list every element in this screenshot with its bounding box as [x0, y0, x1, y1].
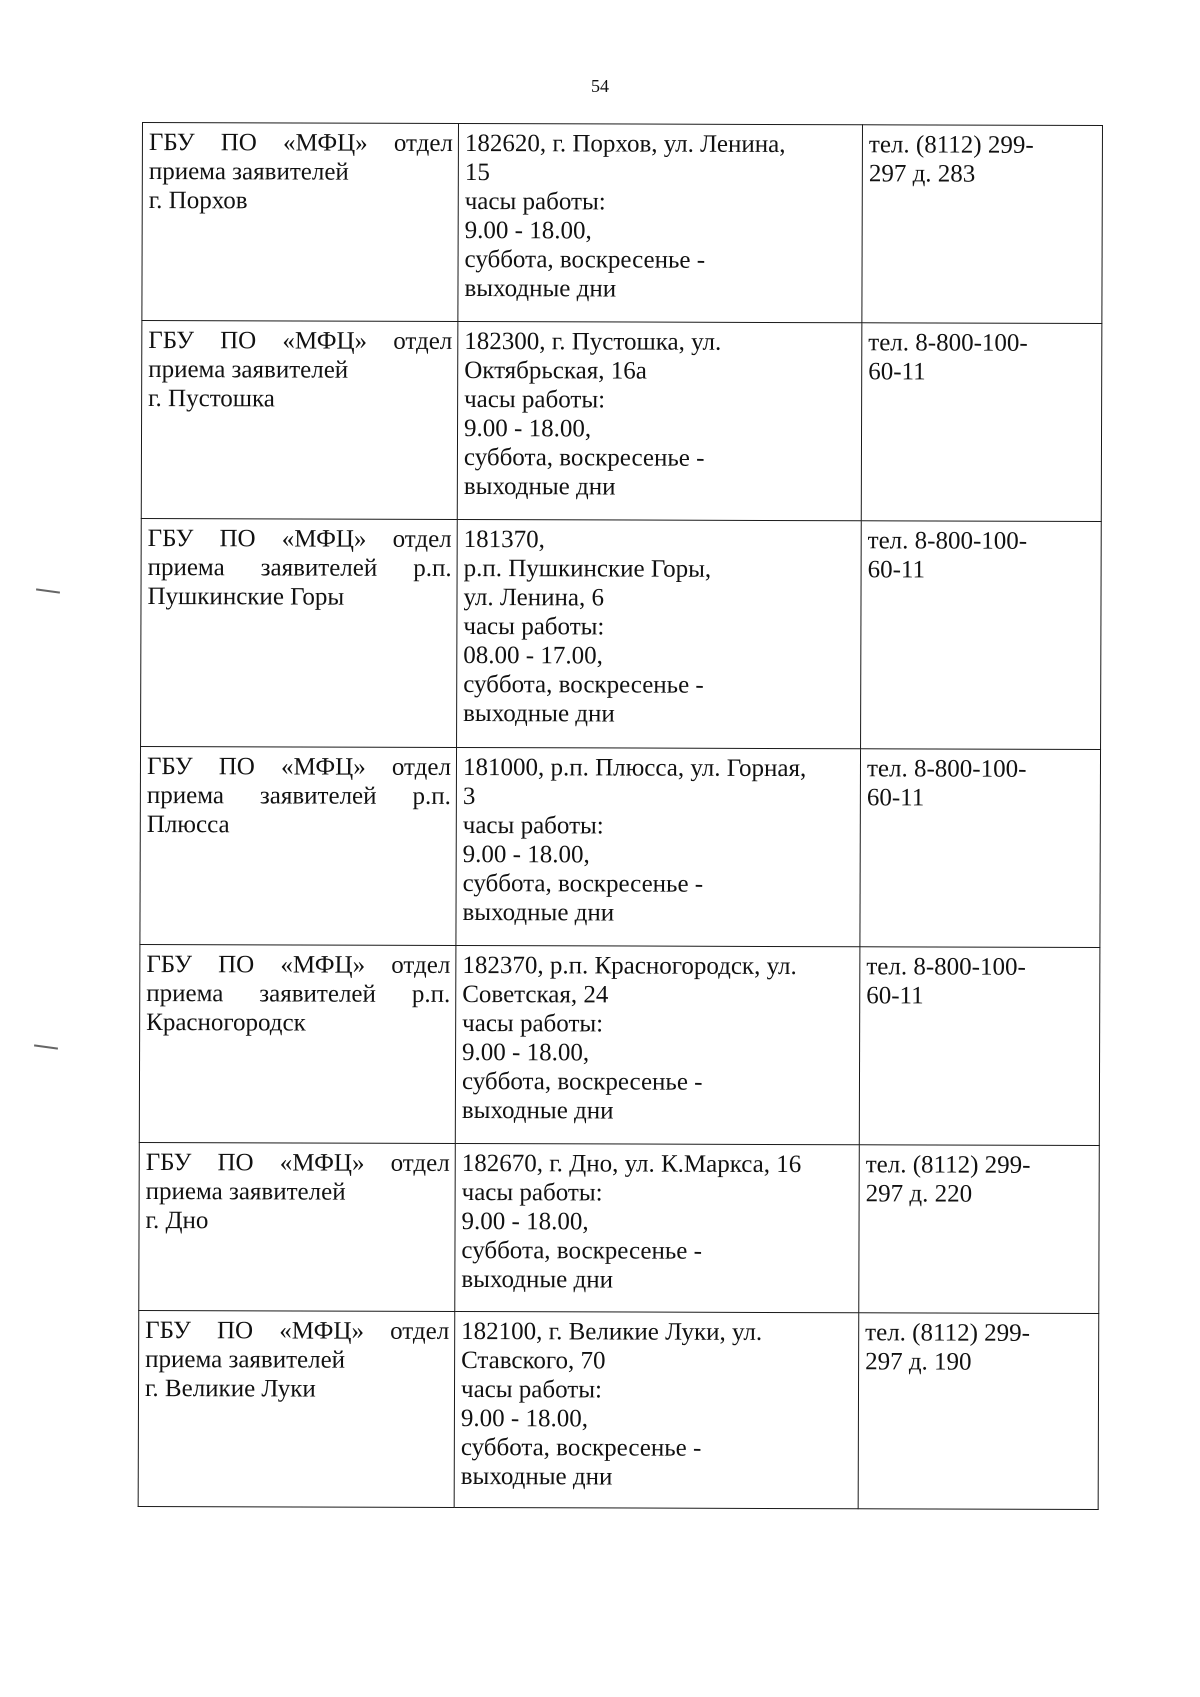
office-address-line: выходные дни — [461, 1266, 614, 1294]
office-address-line: суббота, воскресенье - — [464, 246, 706, 274]
office-name-cell — [142, 123, 459, 322]
office-address-line: 9.00 - 18.00, — [462, 841, 590, 869]
office-address-line: 9.00 - 18.00, — [464, 217, 592, 245]
office-name-line: г. Порхов — [148, 187, 248, 215]
office-address-line: часы работы: — [464, 386, 606, 414]
office-name-line: Пушкинские Горы — [147, 583, 345, 611]
office-name-line: приема заявителей — [145, 1178, 346, 1206]
office-address-line: суббота, воскресенье - — [460, 1434, 702, 1462]
office-address-cell — [457, 519, 862, 748]
office-address-line: 182300, г. Пустошка, ул. — [464, 328, 722, 356]
office-phone-line: 60-11 — [868, 358, 926, 386]
office-address-cell — [456, 747, 861, 946]
office-address-line: 182100, г. Великие Луки, ул. — [461, 1318, 763, 1346]
office-phone-line: 297 д. 283 — [868, 160, 976, 188]
office-name-line: ГБУ ПО «МФЦ» отдел — [148, 327, 453, 355]
office-phone-cell — [859, 947, 1100, 1146]
office-address-line: выходные дни — [460, 1463, 613, 1491]
office-address-line: 15 — [464, 159, 490, 187]
offices-table-body — [138, 123, 1102, 1510]
office-phone-line: тел. 8-800-100- — [867, 527, 1028, 555]
office-address-line: суббота, воскресенье - — [461, 1237, 703, 1265]
office-name-line: ГБУ ПО «МФЦ» отдел — [145, 1149, 450, 1177]
office-name-cell — [138, 1310, 455, 1507]
table-row — [139, 1142, 1100, 1313]
office-name-line: приема заявителей — [145, 1346, 346, 1374]
office-address-cell — [457, 321, 862, 520]
office-address-line: 181370, — [463, 526, 545, 554]
office-address-line: суббота, воскресенье - — [463, 671, 704, 699]
office-address-line: выходные дни — [463, 700, 615, 728]
office-phone-line: тел. (8112) 299- — [865, 1319, 1031, 1347]
office-name-line: приема заявителей р.п. — [146, 782, 451, 810]
office-name-line: ГБУ ПО «МФЦ» отдел — [147, 525, 452, 553]
office-phone-line: тел. 8-800-100- — [866, 953, 1026, 981]
office-address-line: 3 — [462, 783, 476, 811]
office-phone-line: 60-11 — [866, 982, 924, 1010]
office-phone-line: 297 д. 220 — [865, 1180, 973, 1208]
office-phone-cell — [858, 1313, 1099, 1510]
office-name-cell — [139, 944, 456, 1143]
office-address-line: выходные дни — [463, 473, 616, 501]
table-row — [141, 321, 1102, 522]
office-address-line: часы работы: — [462, 1010, 604, 1038]
office-phone-line: 60-11 — [867, 556, 926, 584]
office-address-line: Советская, 24 — [462, 981, 609, 1009]
office-name-line: ГБУ ПО «МФЦ» отдел — [146, 753, 452, 781]
office-name-line: Красногородск — [146, 1009, 306, 1037]
office-name-line: г. Дно — [145, 1207, 209, 1235]
page-number: 54 — [591, 76, 609, 96]
office-address-line: суббота, воскресенье - — [461, 1068, 703, 1096]
office-address-line: выходные дни — [461, 1097, 614, 1125]
office-phone-cell — [861, 521, 1102, 750]
office-address-line: часы работы: — [460, 1376, 603, 1404]
office-address-line: часы работы: — [462, 812, 604, 840]
office-address-line: выходные дни — [462, 899, 615, 927]
office-name-cell — [141, 518, 458, 747]
office-phone-cell — [860, 749, 1101, 948]
office-address-line: выходные дни — [464, 275, 617, 303]
office-name-line: приема заявителей — [148, 356, 349, 384]
office-phone-line: тел. 8-800-100- — [866, 755, 1027, 783]
offices-table — [138, 122, 1103, 1510]
office-address-line: суббота, воскресенье - — [462, 870, 704, 898]
office-address-cell — [458, 123, 863, 322]
office-phone-line: 60-11 — [866, 784, 925, 812]
office-name-cell — [140, 746, 457, 945]
office-name-cell — [141, 321, 458, 520]
office-phone-cell — [859, 1145, 1100, 1314]
office-name-line: Плюсса — [146, 811, 230, 839]
office-name-line: ГБУ ПО «МФЦ» отдел — [148, 129, 453, 157]
table-row — [140, 746, 1101, 947]
office-address-line: часы работы: — [461, 1179, 603, 1207]
office-address-cell — [455, 1143, 860, 1312]
scan-mark — [34, 1044, 58, 1049]
table-row — [141, 518, 1102, 749]
office-name-line: приема заявителей — [148, 158, 349, 186]
office-phone-line: тел. (8112) 299- — [868, 131, 1034, 159]
table-row — [142, 123, 1103, 324]
office-address-line: 08.00 - 17.00, — [463, 642, 603, 670]
office-address-line: 182670, г. Дно, ул. К.Маркса, 16 — [461, 1150, 802, 1179]
office-name-line: приема заявителей р.п. — [146, 980, 451, 1008]
office-address-cell — [455, 945, 860, 1144]
office-address-line: 9.00 - 18.00, — [460, 1405, 589, 1433]
office-phone-cell — [861, 323, 1102, 522]
office-address-line: Ставского, 70 — [461, 1347, 606, 1375]
office-phone-line: тел. (8112) 299- — [865, 1151, 1031, 1179]
office-address-line: 181000, р.п. Плюсса, ул. Горная, — [462, 754, 807, 783]
office-name-line: приема заявителей р.п. — [147, 554, 452, 582]
office-address-line: 182370, р.п. Красногородск, ул. — [462, 952, 797, 981]
office-address-line: 182620, г. Порхов, ул. Ленина, — [464, 130, 786, 159]
office-address-line: 9.00 - 18.00, — [461, 1208, 589, 1236]
table-row — [138, 1310, 1099, 1509]
office-name-line: ГБУ ПО «МФЦ» отдел — [145, 1317, 450, 1345]
office-address-line: ул. Ленина, 6 — [463, 584, 605, 612]
office-phone-line: тел. 8-800-100- — [868, 329, 1028, 357]
office-phone-line: 297 д. 190 — [865, 1348, 972, 1376]
office-phone-cell — [862, 125, 1103, 324]
office-address-cell — [454, 1311, 859, 1508]
office-name-line: ГБУ ПО «МФЦ» отдел — [146, 951, 451, 979]
office-address-line: часы работы: — [464, 188, 606, 216]
office-name-cell — [139, 1142, 456, 1311]
office-address-line: 9.00 - 18.00, — [462, 1039, 590, 1067]
table-row — [139, 944, 1100, 1145]
office-address-line: р.п. Пушкинские Горы, — [463, 555, 712, 583]
office-name-line: г. Пустошка — [148, 385, 275, 413]
office-address-line: 9.00 - 18.00, — [463, 415, 592, 443]
office-address-line: Октябрьская, 16а — [464, 357, 647, 385]
office-name-line: г. Великие Луки — [144, 1375, 316, 1403]
office-address-line: часы работы: — [463, 613, 605, 641]
scan-mark — [36, 588, 60, 593]
office-address-line: суббота, воскресенье - — [463, 444, 705, 472]
